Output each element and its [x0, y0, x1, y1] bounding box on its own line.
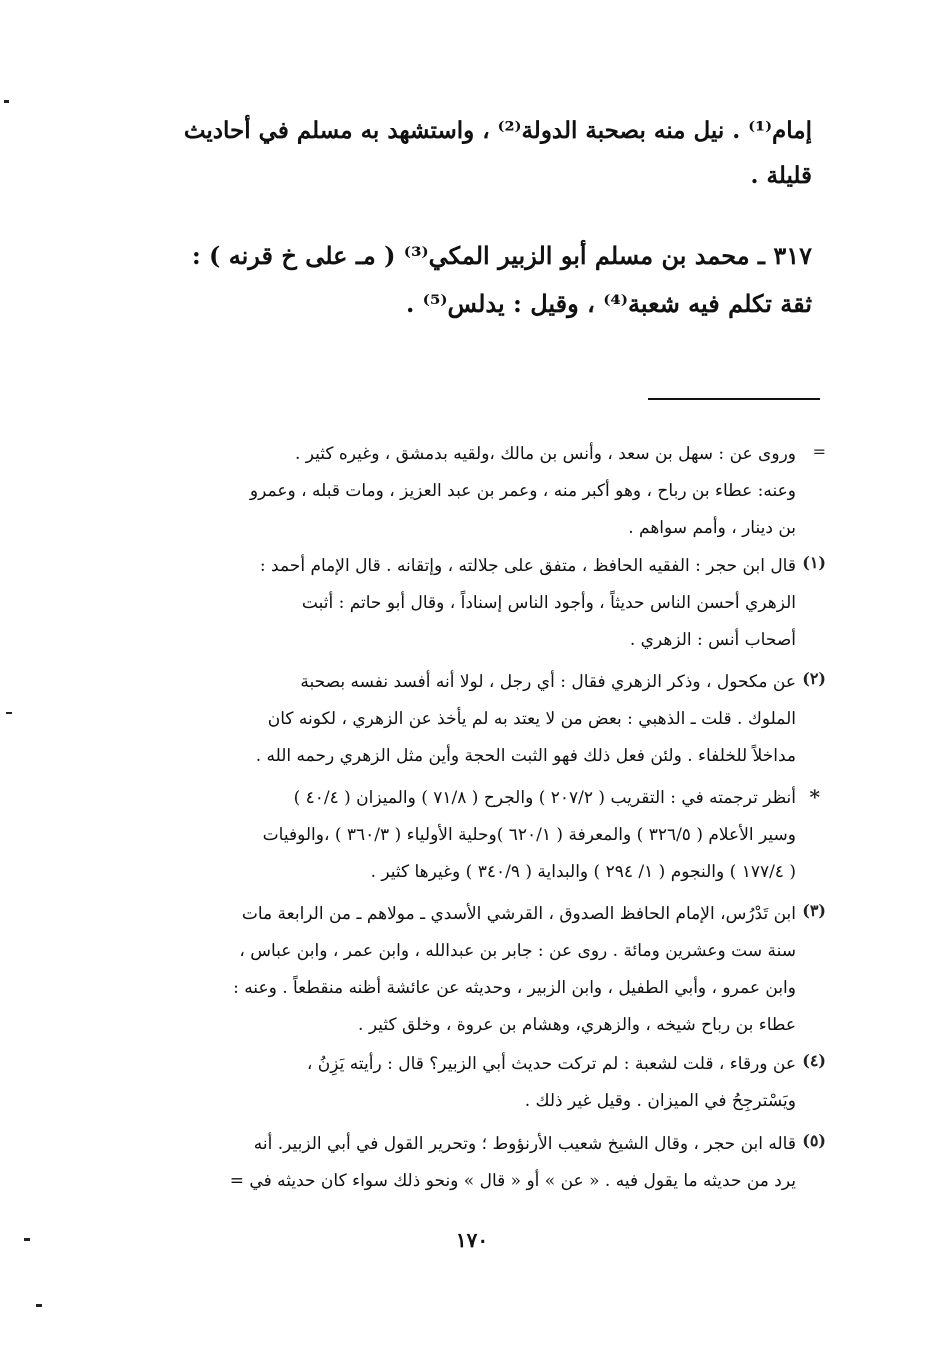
footnote-line: قاله ابن حجر ، وقال الشيخ شعيب الأرنؤوط ؛ وتحرير القول في أبي الزبير. أنه [253, 1134, 796, 1154]
footnote-line: ( ١٧٧/٤ ) والنجوم ( ١/ ٢٩٤ ) والبداية ( ٣٤٠/٩ ) وغيرها كثير . [370, 862, 796, 882]
footnote-line: ابن تَدْرُس، الإمام الحافظ الصدوق ، القرشي الأسدي ـ مولاهم ـ من الرابعة مات [241, 904, 796, 924]
footnote-line: أصحاب أنس : الزهري . [629, 630, 796, 650]
footnote-2 [132, 664, 796, 775]
footnote-line: وسير الأعلام ( ٣٢٦/٥ ) والمعرفة ( ٦٢٠/١ )وحلية الأولياء ( ٣٦٠/٣ ) ،والوفيات [262, 825, 796, 845]
entry-317 [122, 232, 812, 328]
footnote-3-number: (٣) [802, 901, 826, 920]
footnote-line: ويَسْترجِحُ في الميزان . وقيل غير ذلك . [524, 1091, 796, 1111]
footnote-line: عن مكحول ، وذكر الزهري فقال : أي رجل ، لولا أنه أفسد نفسه بصحبة [300, 672, 796, 692]
footnote-line: وعنه: عطاء بن رباح ، وهو أكبر منه ، وعمر بن عبد العزيز ، ومات قبله ، وعمرو [249, 481, 796, 501]
footnote-separator [648, 398, 820, 400]
top-line-1: إمام⁽¹⁾ . نيل منه بصحبة الدولة⁽²⁾ ، واستشهد به مسلم في أحاديث [183, 117, 812, 144]
footnote-3 [132, 896, 796, 1044]
footnote-line: يرد من حديثه ما يقول فيه . « عن » أو « قال » ونحو ذلك سواء كان حديثه في = [229, 1171, 796, 1191]
page-number: ١٧٠ [455, 1228, 489, 1252]
footnote-line: عطاء بن رباح شيخه ، والزهري، وهشام بن عروة ، وخلق كثير . [358, 1015, 796, 1035]
footnote-line: الملوك . قلت ـ الذهبي : بعض من لا يعتد به لم يأخذ عن الزهري ، لكونه كان [267, 709, 796, 729]
footnote-line: وابن عمرو ، وأبي الطفيل ، وابن الزبير ، وحديثه عن عائشة أظنه منقطعاً . وعنه : [233, 978, 796, 998]
scan-speck [4, 100, 9, 103]
footnote-line: الزهري أحسن الناس حديثاً ، وأجود الناس إسناداً ، وقال أبو حاتم : أثبت [301, 593, 796, 613]
footnote-line: بن دينار ، وأمم سواهم . [628, 518, 796, 538]
scan-speck [36, 1304, 42, 1307]
footnote-line: سنة ست وعشرين ومائة . روى عن : جابر بن عبدالله ، وابن عمر ، وابن عباس ، [239, 941, 796, 961]
entry-text: ثقة تكلم فيه شعبة⁽⁴⁾ ، وقيل : يدلس⁽⁵⁾ . [405, 289, 812, 318]
footnote-continuation [132, 436, 796, 547]
footnote-line: وروى عن : سهل بن سعد ، وأنس بن مالك ،ولقيه بدمشق ، وغيره كثير . [294, 444, 796, 464]
footnote-4 [132, 1046, 796, 1120]
footnote-line: قال ابن حجر : الفقيه الحافظ ، متفق على جلالته ، وإتقانه . قال الإمام أحمد : [259, 556, 796, 576]
footnote-4-number: (٤) [802, 1051, 826, 1070]
footnote-line: أنظر ترجمته في : التقريب ( ٢٠٧/٢ ) والجرح ( ٧١/٨ ) والميزان ( ٤٠/٤ ) [293, 788, 796, 808]
footnote-2-number: (٢) [802, 669, 826, 688]
footnote-5 [132, 1126, 796, 1200]
entry-heading: ٣١٧ ـ محمد بن مسلم أبو الزبير المكي⁽³⁾ ( مـ على خ قرنه ) : [191, 241, 812, 270]
continuation-mark: = [812, 442, 826, 461]
footnote-5-number: (٥) [802, 1131, 826, 1150]
scan-speck [6, 712, 12, 714]
top-line-2: قليلة . [750, 162, 812, 189]
footnote-1 [132, 548, 796, 659]
asterisk-mark: * [809, 785, 820, 809]
scan-speck [24, 1238, 30, 1241]
top-paragraph [122, 108, 812, 198]
footnote-line: مداخلاً للخلفاء . ولئن فعل ذلك فهو الثبت الحجة وأين مثل الزهري رحمه الله . [255, 746, 796, 766]
footnote-1-number: (١) [802, 553, 826, 572]
footnote-line: عن ورقاء ، قلت لشعبة : لم تركت حديث أبي الزبير؟ قال : رأيته يَزِنُ ، [306, 1054, 796, 1074]
footnote-star [132, 780, 796, 891]
